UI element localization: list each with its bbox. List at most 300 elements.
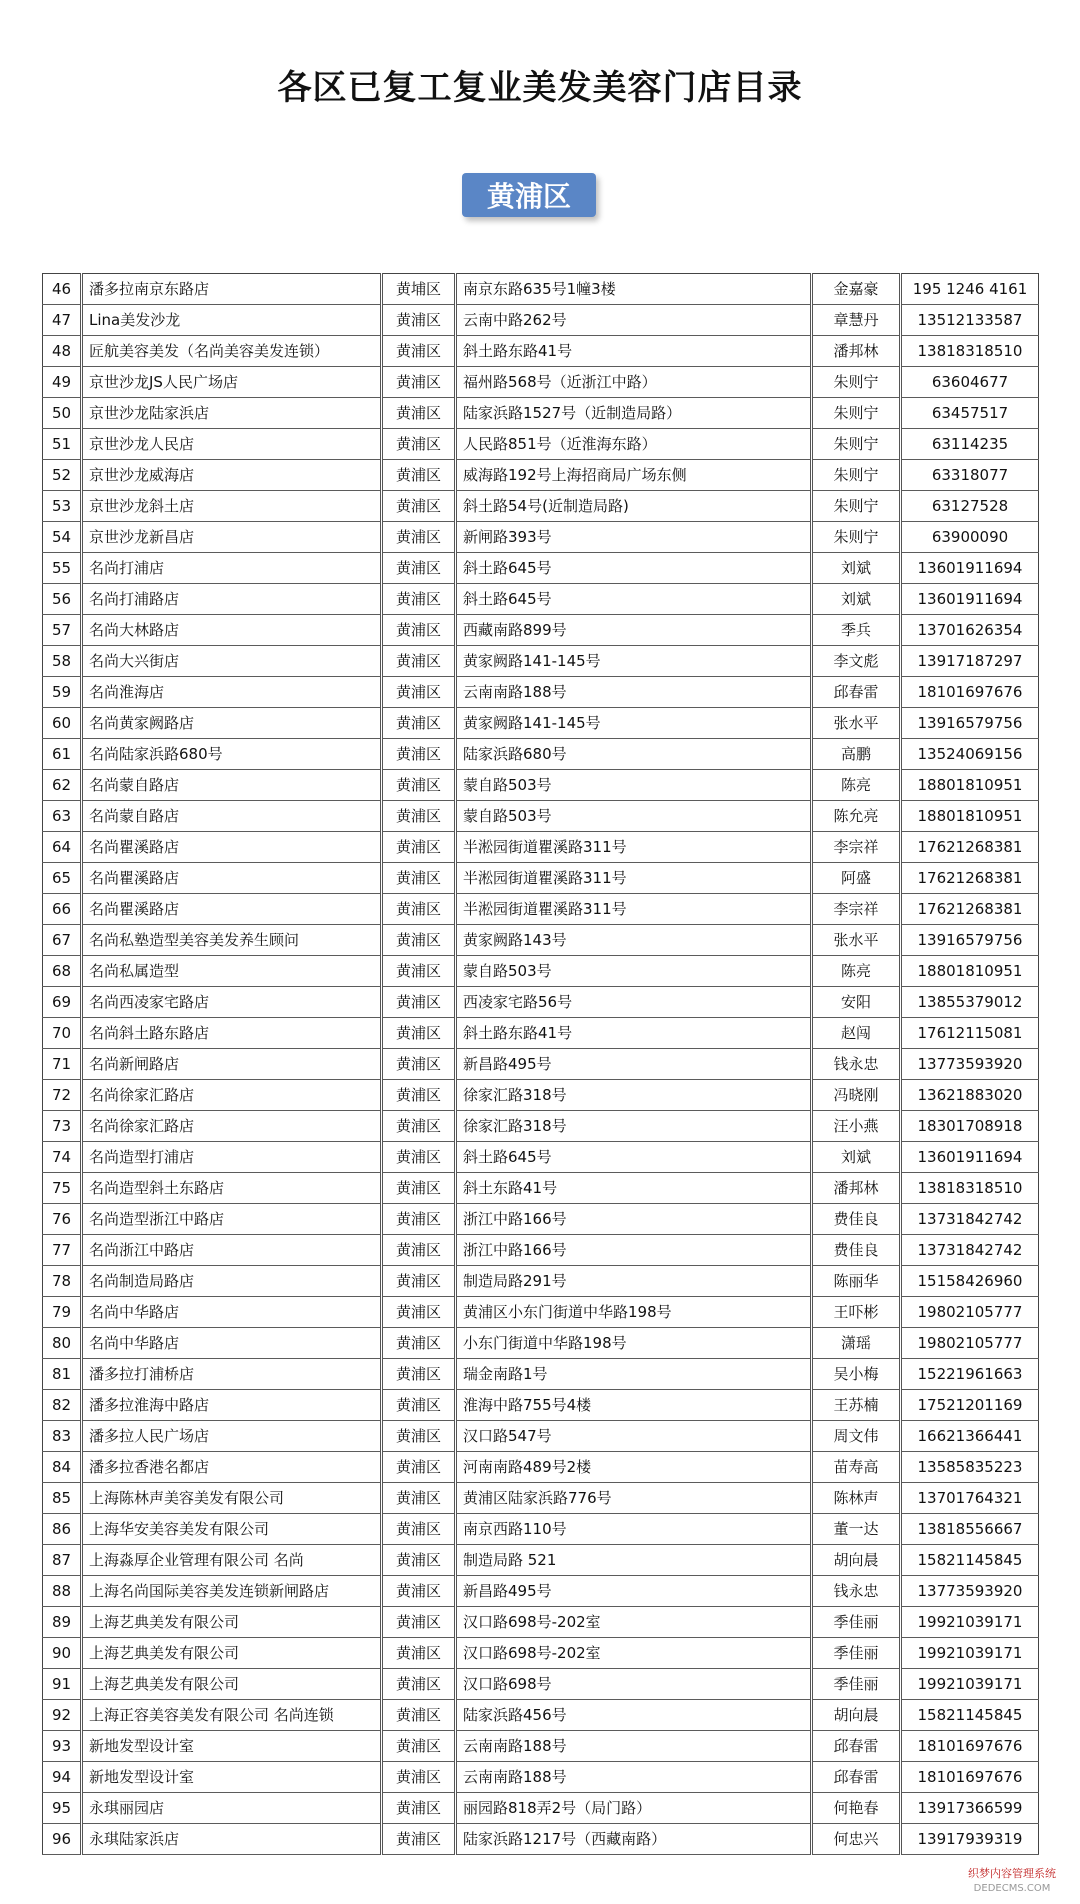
address-cell: 陆家浜路456号 <box>456 1700 812 1731</box>
address-cell: 陆家浜路1527号（近制造局路） <box>456 398 812 429</box>
district-cell: 黄浦区 <box>382 894 456 925</box>
table-row <box>43 1452 1039 1483</box>
address-cell: 浙江中路166号 <box>456 1204 812 1235</box>
table-row <box>43 1080 1039 1111</box>
phone-number: 63457517 <box>901 398 1039 429</box>
row-number: 68 <box>43 956 82 987</box>
table-row <box>43 1390 1039 1421</box>
contact-name: 邱春雷 <box>812 1762 901 1793</box>
store-name: 匠航美容美发（名尚美容美发连锁） <box>82 336 382 367</box>
store-name: 名尚徐家汇路店 <box>82 1080 382 1111</box>
address-cell: 黄浦区小东门街道中华路198号 <box>456 1297 812 1328</box>
phone-number: 13855379012 <box>901 987 1039 1018</box>
address-cell: 黄家阙路141-145号 <box>456 646 812 677</box>
table-row <box>43 1111 1039 1142</box>
contact-name: 陈林声 <box>812 1483 901 1514</box>
row-number: 85 <box>43 1483 82 1514</box>
address-cell: 斜土路645号 <box>456 584 812 615</box>
row-number: 96 <box>43 1824 82 1855</box>
address-cell: 丽园路818弄2号（局门路） <box>456 1793 812 1824</box>
address-cell: 河南南路489号2楼 <box>456 1452 812 1483</box>
store-name: 新地发型设计室 <box>82 1731 382 1762</box>
table-row <box>43 1173 1039 1204</box>
district-cell: 黄浦区 <box>382 1204 456 1235</box>
phone-number: 18301708918 <box>901 1111 1039 1142</box>
row-number: 63 <box>43 801 82 832</box>
district-cell: 黄浦区 <box>382 739 456 770</box>
address-cell: 汉口路547号 <box>456 1421 812 1452</box>
phone-number: 19802105777 <box>901 1328 1039 1359</box>
contact-name: 李文彪 <box>812 646 901 677</box>
store-name: 名尚瞿溪路店 <box>82 832 382 863</box>
phone-number: 13601911694 <box>901 1142 1039 1173</box>
contact-name: 章慧丹 <box>812 305 901 336</box>
address-cell: 半淞园街道瞿溪路311号 <box>456 863 812 894</box>
contact-name: 李宗祥 <box>812 832 901 863</box>
district-cell: 黄浦区 <box>382 522 456 553</box>
row-number: 93 <box>43 1731 82 1762</box>
phone-number: 195 1246 4161 <box>901 274 1039 305</box>
table-row <box>43 739 1039 770</box>
address-cell: 徐家汇路318号 <box>456 1111 812 1142</box>
district-cell: 黄浦区 <box>382 491 456 522</box>
table-row <box>43 708 1039 739</box>
row-number: 76 <box>43 1204 82 1235</box>
store-name: 名尚陆家浜路680号 <box>82 739 382 770</box>
contact-name: 陈丽华 <box>812 1266 901 1297</box>
district-cell: 黄浦区 <box>382 677 456 708</box>
phone-number: 13773593920 <box>901 1049 1039 1080</box>
district-cell: 黄浦区 <box>382 1390 456 1421</box>
district-cell: 黄浦区 <box>382 646 456 677</box>
contact-name: 季佳丽 <box>812 1669 901 1700</box>
contact-name: 王吓彬 <box>812 1297 901 1328</box>
row-number: 94 <box>43 1762 82 1793</box>
phone-number: 13731842742 <box>901 1204 1039 1235</box>
phone-number: 13818318510 <box>901 336 1039 367</box>
table-row <box>43 1421 1039 1452</box>
contact-name: 李宗祥 <box>812 894 901 925</box>
phone-number: 19921039171 <box>901 1669 1039 1700</box>
phone-number: 18801810951 <box>901 801 1039 832</box>
row-number: 56 <box>43 584 82 615</box>
phone-number: 15158426960 <box>901 1266 1039 1297</box>
address-cell: 新昌路495号 <box>456 1576 812 1607</box>
address-cell: 新闸路393号 <box>456 522 812 553</box>
contact-name: 胡向晨 <box>812 1545 901 1576</box>
watermark-line2: DEDECMS.COM <box>973 1883 1051 1894</box>
phone-number: 63318077 <box>901 460 1039 491</box>
district-cell: 黄浦区 <box>382 1607 456 1638</box>
address-cell: 汉口路698号 <box>456 1669 812 1700</box>
page-title: 各区已复工复业美发美容门店目录 <box>277 68 803 108</box>
district-cell: 黄浦区 <box>382 708 456 739</box>
store-table <box>42 273 1039 1855</box>
row-number: 79 <box>43 1297 82 1328</box>
contact-name: 冯晓刚 <box>812 1080 901 1111</box>
phone-number: 13585835223 <box>901 1452 1039 1483</box>
phone-number: 19802105777 <box>901 1297 1039 1328</box>
table-row <box>43 1762 1039 1793</box>
row-number: 55 <box>43 553 82 584</box>
store-name: 永琪陆家浜店 <box>82 1824 382 1855</box>
address-cell: 南京东路635号1幢3楼 <box>456 274 812 305</box>
contact-name: 季佳丽 <box>812 1607 901 1638</box>
row-number: 95 <box>43 1793 82 1824</box>
phone-number: 15221961663 <box>901 1359 1039 1390</box>
address-cell: 威海路192号上海招商局广场东侧 <box>456 460 812 491</box>
phone-number: 63604677 <box>901 367 1039 398</box>
phone-number: 17621268381 <box>901 832 1039 863</box>
district-cell: 黄浦区 <box>382 1545 456 1576</box>
contact-name: 何忠兴 <box>812 1824 901 1855</box>
district-cell: 黄浦区 <box>382 460 456 491</box>
table-row <box>43 770 1039 801</box>
row-number: 83 <box>43 1421 82 1452</box>
table-row <box>43 429 1039 460</box>
store-name: Lina美发沙龙 <box>82 305 382 336</box>
store-name: 永琪丽园店 <box>82 1793 382 1824</box>
address-cell: 斜土路54号(近制造局路) <box>456 491 812 522</box>
district-cell: 黄浦区 <box>382 1452 456 1483</box>
row-number: 73 <box>43 1111 82 1142</box>
table-row <box>43 1793 1039 1824</box>
phone-number: 13731842742 <box>901 1235 1039 1266</box>
table-row <box>43 274 1039 305</box>
phone-number: 13818556667 <box>901 1514 1039 1545</box>
store-name: 名尚浙江中路店 <box>82 1235 382 1266</box>
district-cell: 黄浦区 <box>382 801 456 832</box>
district-cell: 黄浦区 <box>382 863 456 894</box>
district-cell: 黄浦区 <box>382 1142 456 1173</box>
table-row <box>43 863 1039 894</box>
contact-name: 朱则宁 <box>812 460 901 491</box>
table-row <box>43 398 1039 429</box>
table-row <box>43 1483 1039 1514</box>
district-badge: 黄浦区 <box>462 173 596 217</box>
row-number: 69 <box>43 987 82 1018</box>
table-row <box>43 801 1039 832</box>
table-row <box>43 1669 1039 1700</box>
store-name: 潘多拉淮海中路店 <box>82 1390 382 1421</box>
row-number: 88 <box>43 1576 82 1607</box>
table-row <box>43 1266 1039 1297</box>
contact-name: 费佳良 <box>812 1204 901 1235</box>
table-row <box>43 367 1039 398</box>
store-name: 名尚黄家阙路店 <box>82 708 382 739</box>
address-cell: 云南南路188号 <box>456 1762 812 1793</box>
row-number: 70 <box>43 1018 82 1049</box>
row-number: 67 <box>43 925 82 956</box>
store-name: 名尚蒙自路店 <box>82 770 382 801</box>
store-name: 京世沙龙新昌店 <box>82 522 382 553</box>
table-row <box>43 1700 1039 1731</box>
phone-number: 18101697676 <box>901 677 1039 708</box>
row-number: 59 <box>43 677 82 708</box>
contact-name: 何艳春 <box>812 1793 901 1824</box>
contact-name: 陈亮 <box>812 770 901 801</box>
row-number: 52 <box>43 460 82 491</box>
store-name: 潘多拉打浦桥店 <box>82 1359 382 1390</box>
store-name: 上海名尚国际美容美发连锁新闸路店 <box>82 1576 382 1607</box>
row-number: 75 <box>43 1173 82 1204</box>
row-number: 84 <box>43 1452 82 1483</box>
district-cell: 黄浦区 <box>382 832 456 863</box>
address-cell: 福州路568号（近浙江中路） <box>456 367 812 398</box>
district-cell: 黄浦区 <box>382 770 456 801</box>
watermark-logo <box>952 1866 1072 1900</box>
phone-number: 19921039171 <box>901 1638 1039 1669</box>
phone-number: 17612115081 <box>901 1018 1039 1049</box>
row-number: 78 <box>43 1266 82 1297</box>
phone-number: 13621883020 <box>901 1080 1039 1111</box>
district-cell: 黄浦区 <box>382 1638 456 1669</box>
address-cell: 制造局路291号 <box>456 1266 812 1297</box>
phone-number: 13773593920 <box>901 1576 1039 1607</box>
district-cell: 黄浦区 <box>382 1235 456 1266</box>
contact-name: 高鹏 <box>812 739 901 770</box>
row-number: 53 <box>43 491 82 522</box>
address-cell: 蒙自路503号 <box>456 801 812 832</box>
phone-number: 63114235 <box>901 429 1039 460</box>
table-row <box>43 522 1039 553</box>
address-cell: 蒙自路503号 <box>456 956 812 987</box>
table-row <box>43 832 1039 863</box>
phone-number: 18801810951 <box>901 956 1039 987</box>
table-row <box>43 336 1039 367</box>
address-cell: 斜土路645号 <box>456 1142 812 1173</box>
contact-name: 潘邦林 <box>812 1173 901 1204</box>
address-cell: 淮海中路755号4楼 <box>456 1390 812 1421</box>
table-row <box>43 1142 1039 1173</box>
phone-number: 15821145845 <box>901 1545 1039 1576</box>
row-number: 89 <box>43 1607 82 1638</box>
district-cell: 黄浦区 <box>382 1018 456 1049</box>
contact-name: 刘斌 <box>812 584 901 615</box>
phone-number: 18101697676 <box>901 1762 1039 1793</box>
contact-name: 费佳良 <box>812 1235 901 1266</box>
address-cell: 黄浦区陆家浜路776号 <box>456 1483 812 1514</box>
row-number: 87 <box>43 1545 82 1576</box>
row-number: 72 <box>43 1080 82 1111</box>
store-name: 名尚造型打浦店 <box>82 1142 382 1173</box>
contact-name: 苗寿高 <box>812 1452 901 1483</box>
contact-name: 刘斌 <box>812 1142 901 1173</box>
row-number: 90 <box>43 1638 82 1669</box>
store-name: 名尚打浦店 <box>82 553 382 584</box>
table-row <box>43 1204 1039 1235</box>
phone-number: 16621366441 <box>901 1421 1039 1452</box>
contact-name: 季佳丽 <box>812 1638 901 1669</box>
contact-name: 朱则宁 <box>812 398 901 429</box>
phone-number: 17521201169 <box>901 1390 1039 1421</box>
district-cell: 黄浦区 <box>382 1731 456 1762</box>
district-cell: 黄浦区 <box>382 615 456 646</box>
phone-number: 13701626354 <box>901 615 1039 646</box>
address-cell: 半淞园街道瞿溪路311号 <box>456 832 812 863</box>
phone-number: 13917366599 <box>901 1793 1039 1824</box>
address-cell: 云南中路262号 <box>456 305 812 336</box>
store-name: 潘多拉人民广场店 <box>82 1421 382 1452</box>
phone-number: 13818318510 <box>901 1173 1039 1204</box>
district-cell: 黄浦区 <box>382 336 456 367</box>
store-name: 名尚打浦路店 <box>82 584 382 615</box>
store-name: 名尚大林路店 <box>82 615 382 646</box>
store-name: 名尚中华路店 <box>82 1297 382 1328</box>
phone-number: 13524069156 <box>901 739 1039 770</box>
district-cell: 黄浦区 <box>382 1483 456 1514</box>
store-name: 京世沙龙人民店 <box>82 429 382 460</box>
contact-name: 钱永忠 <box>812 1049 901 1080</box>
row-number: 62 <box>43 770 82 801</box>
contact-name: 朱则宁 <box>812 522 901 553</box>
store-name: 名尚造型斜土东路店 <box>82 1173 382 1204</box>
address-cell: 汉口路698号-202室 <box>456 1607 812 1638</box>
store-name: 京世沙龙威海店 <box>82 460 382 491</box>
row-number: 77 <box>43 1235 82 1266</box>
contact-name: 朱则宁 <box>812 491 901 522</box>
store-name: 上海陈林声美容美发有限公司 <box>82 1483 382 1514</box>
store-name: 名尚蒙自路店 <box>82 801 382 832</box>
address-cell: 黄家阙路143号 <box>456 925 812 956</box>
contact-name: 朱则宁 <box>812 367 901 398</box>
contact-name: 钱永忠 <box>812 1576 901 1607</box>
store-name: 上海正容美容美发有限公司 名尚连锁 <box>82 1700 382 1731</box>
row-number: 81 <box>43 1359 82 1390</box>
row-number: 54 <box>43 522 82 553</box>
district-cell: 黄浦区 <box>382 925 456 956</box>
row-number: 66 <box>43 894 82 925</box>
row-number: 92 <box>43 1700 82 1731</box>
store-name: 名尚造型浙江中路店 <box>82 1204 382 1235</box>
store-name: 京世沙龙斜土店 <box>82 491 382 522</box>
phone-number: 13917939319 <box>901 1824 1039 1855</box>
table-row <box>43 1297 1039 1328</box>
table-row <box>43 1359 1039 1390</box>
store-name: 上海华安美容美发有限公司 <box>82 1514 382 1545</box>
address-cell: 新昌路495号 <box>456 1049 812 1080</box>
contact-name: 潘邦林 <box>812 336 901 367</box>
store-name: 上海艺典美发有限公司 <box>82 1607 382 1638</box>
row-number: 60 <box>43 708 82 739</box>
district-cell: 黄浦区 <box>382 1576 456 1607</box>
row-number: 71 <box>43 1049 82 1080</box>
contact-name: 胡向晨 <box>812 1700 901 1731</box>
table-row <box>43 987 1039 1018</box>
table-row <box>43 553 1039 584</box>
district-cell: 黄浦区 <box>382 1824 456 1855</box>
phone-number: 13512133587 <box>901 305 1039 336</box>
contact-name: 董一达 <box>812 1514 901 1545</box>
row-number: 57 <box>43 615 82 646</box>
address-cell: 瑞金南路1号 <box>456 1359 812 1390</box>
address-cell: 西凌家宅路56号 <box>456 987 812 1018</box>
address-cell: 斜土东路41号 <box>456 1173 812 1204</box>
store-name: 京世沙龙陆家浜店 <box>82 398 382 429</box>
phone-number: 15821145845 <box>901 1700 1039 1731</box>
contact-name: 汪小燕 <box>812 1111 901 1142</box>
contact-name: 赵闯 <box>812 1018 901 1049</box>
table-row <box>43 1328 1039 1359</box>
contact-name: 张水平 <box>812 708 901 739</box>
district-cell: 黄浦区 <box>382 398 456 429</box>
table-row <box>43 1576 1039 1607</box>
address-cell: 小东门街道中华路198号 <box>456 1328 812 1359</box>
phone-number: 13601911694 <box>901 553 1039 584</box>
contact-name: 安阳 <box>812 987 901 1018</box>
table-row <box>43 491 1039 522</box>
district-cell: 黄浦区 <box>382 584 456 615</box>
contact-name: 王苏楠 <box>812 1390 901 1421</box>
phone-number: 17621268381 <box>901 894 1039 925</box>
contact-name: 朱则宁 <box>812 429 901 460</box>
district-cell: 黄浦区 <box>382 1080 456 1111</box>
table-row <box>43 460 1039 491</box>
row-number: 50 <box>43 398 82 429</box>
address-cell: 南京西路110号 <box>456 1514 812 1545</box>
table-row <box>43 1731 1039 1762</box>
address-cell: 斜土路东路41号 <box>456 1018 812 1049</box>
table-row <box>43 584 1039 615</box>
row-number: 80 <box>43 1328 82 1359</box>
district-cell: 黄浦区 <box>382 987 456 1018</box>
address-cell: 半淞园街道瞿溪路311号 <box>456 894 812 925</box>
address-cell: 斜土路645号 <box>456 553 812 584</box>
table-row <box>43 1824 1039 1855</box>
row-number: 82 <box>43 1390 82 1421</box>
store-name: 潘多拉香港名都店 <box>82 1452 382 1483</box>
store-table-body <box>43 274 1039 1855</box>
row-number: 91 <box>43 1669 82 1700</box>
table-row <box>43 956 1039 987</box>
district-cell: 黄浦区 <box>382 1297 456 1328</box>
district-cell: 黄浦区 <box>382 1514 456 1545</box>
row-number: 58 <box>43 646 82 677</box>
table-row <box>43 1235 1039 1266</box>
store-name: 名尚制造局路店 <box>82 1266 382 1297</box>
district-cell: 黄浦区 <box>382 1700 456 1731</box>
row-number: 64 <box>43 832 82 863</box>
address-cell: 云南南路188号 <box>456 677 812 708</box>
address-cell: 斜土路东路41号 <box>456 336 812 367</box>
contact-name: 阿盛 <box>812 863 901 894</box>
district-cell: 黄浦区 <box>382 1421 456 1452</box>
district-cell: 黄浦区 <box>382 1359 456 1390</box>
row-number: 61 <box>43 739 82 770</box>
phone-number: 63127528 <box>901 491 1039 522</box>
table-row <box>43 1545 1039 1576</box>
contact-name: 吴小梅 <box>812 1359 901 1390</box>
store-name: 上海艺典美发有限公司 <box>82 1669 382 1700</box>
table-row <box>43 1018 1039 1049</box>
contact-name: 季兵 <box>812 615 901 646</box>
district-cell: 黄浦区 <box>382 1669 456 1700</box>
address-cell: 陆家浜路1217号（西藏南路） <box>456 1824 812 1855</box>
address-cell: 浙江中路166号 <box>456 1235 812 1266</box>
store-name: 名尚瞿溪路店 <box>82 863 382 894</box>
contact-name: 潇瑶 <box>812 1328 901 1359</box>
store-name: 名尚私塾造型美容美发养生顾问 <box>82 925 382 956</box>
contact-name: 邱春雷 <box>812 677 901 708</box>
row-number: 47 <box>43 305 82 336</box>
table-row <box>43 1638 1039 1669</box>
table-row <box>43 305 1039 336</box>
district-cell: 黄浦区 <box>382 367 456 398</box>
store-name: 名尚私属造型 <box>82 956 382 987</box>
phone-number: 17621268381 <box>901 863 1039 894</box>
store-name: 新地发型设计室 <box>82 1762 382 1793</box>
district-cell: 黄埔区 <box>382 274 456 305</box>
